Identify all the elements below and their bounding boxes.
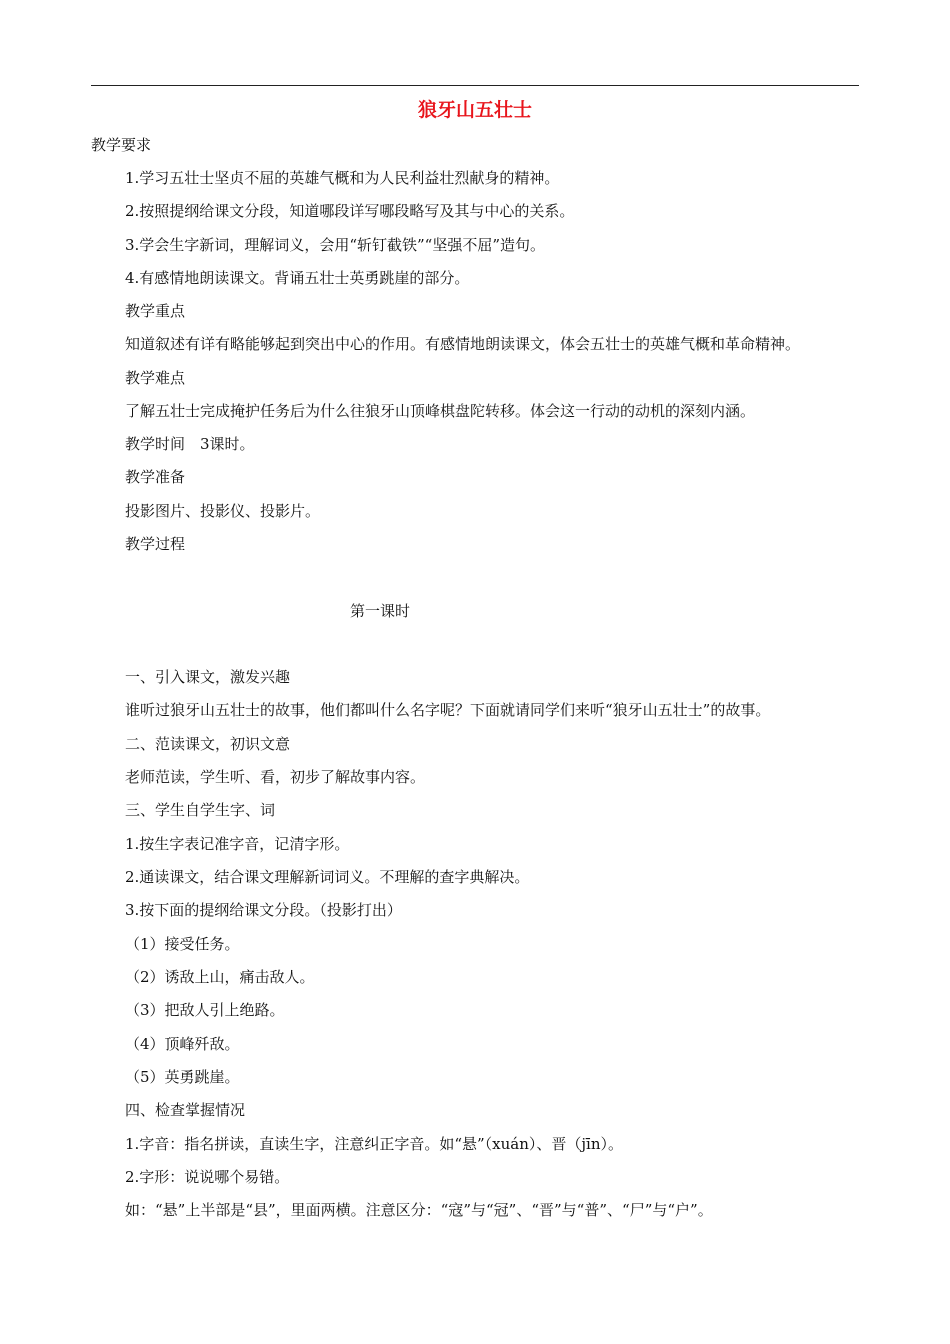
step-heading: 一、引入课文，激发兴趣 <box>125 668 291 686</box>
text-line: 1.学习五壮士坚贞不屈的英雄气概和为人民利益壮烈献身的精神。 <box>125 169 560 187</box>
step-heading: 二、范读课文，初识文意 <box>125 735 291 753</box>
outline-item: （3）把敌人引上绝路。 <box>125 1001 285 1019</box>
text-line: 1.字音：指名拼读，直读生字，注意纠正字音。如“悬”（xuán）、晋（jīn）。 <box>125 1135 623 1153</box>
text-line: 2.通读课文，结合课文理解新词词义。不理解的查字典解决。 <box>125 868 530 886</box>
outline-item: （4）顶峰歼敌。 <box>125 1035 240 1053</box>
step-heading: 三、学生自学生字、词 <box>125 801 276 819</box>
header-rule <box>91 85 859 86</box>
section-heading: 教学重点 <box>125 302 186 320</box>
text-line: 4.有感情地朗读课文。背诵五壮士英勇跳崖的部分。 <box>125 269 470 287</box>
outline-item: （5）英勇跳崖。 <box>125 1068 240 1086</box>
text-line: 教学时间 3课时。 <box>125 435 255 453</box>
document-title: 狼牙山五壮士 <box>417 99 532 121</box>
section-heading: 教学准备 <box>125 468 186 486</box>
text-line: 老师范读，学生听、看，初步了解故事内容。 <box>125 768 426 786</box>
outline-item: （1）接受任务。 <box>125 935 240 953</box>
text-line: 知道叙述有详有略能够起到突出中心的作用。有感情地朗读课文，体会五壮士的英雄气概和革命精神。 <box>125 335 801 353</box>
text-line: 3.按下面的提纲给课文分段。（投影打出） <box>125 901 402 919</box>
text-line: 1.按生字表记准字音，记清字形。 <box>125 835 350 853</box>
text-line: 了解五壮士完成掩护任务后为什么往狼牙山顶峰棋盘陀转移。体会这一行动的动机的深刻内涵。 <box>125 402 756 420</box>
section-heading: 教学难点 <box>125 369 186 387</box>
outline-item: （2）诱敌上山，痛击敌人。 <box>125 968 315 986</box>
text-line: 2.按照提纲给课文分段，知道哪段详写哪段略写及其与中心的关系。 <box>125 202 575 220</box>
section-heading: 教学要求 <box>91 136 152 154</box>
text-line: 3.学会生字新词，理解词义，会用“斩钉截铁”“坚强不屈”造句。 <box>125 236 545 254</box>
text-line: 2.字形：说说哪个易错。 <box>125 1168 290 1186</box>
text-line: 如：“悬”上半部是“县”，里面两横。注意区分：“寇”与“冠”、“晋”与“普”、“尸”与“户”。 <box>125 1201 713 1219</box>
lesson-heading: 第一课时 <box>350 602 411 620</box>
text-line: 投影图片、投影仪、投影片。 <box>125 502 321 520</box>
text-line: 谁听过狼牙山五壮士的故事，他们都叫什么名字呢？下面就请同学们来听“狼牙山五壮士”的故事。 <box>125 701 771 719</box>
step-heading: 四、检查掌握情况 <box>125 1101 246 1119</box>
section-heading: 教学过程 <box>125 535 186 553</box>
